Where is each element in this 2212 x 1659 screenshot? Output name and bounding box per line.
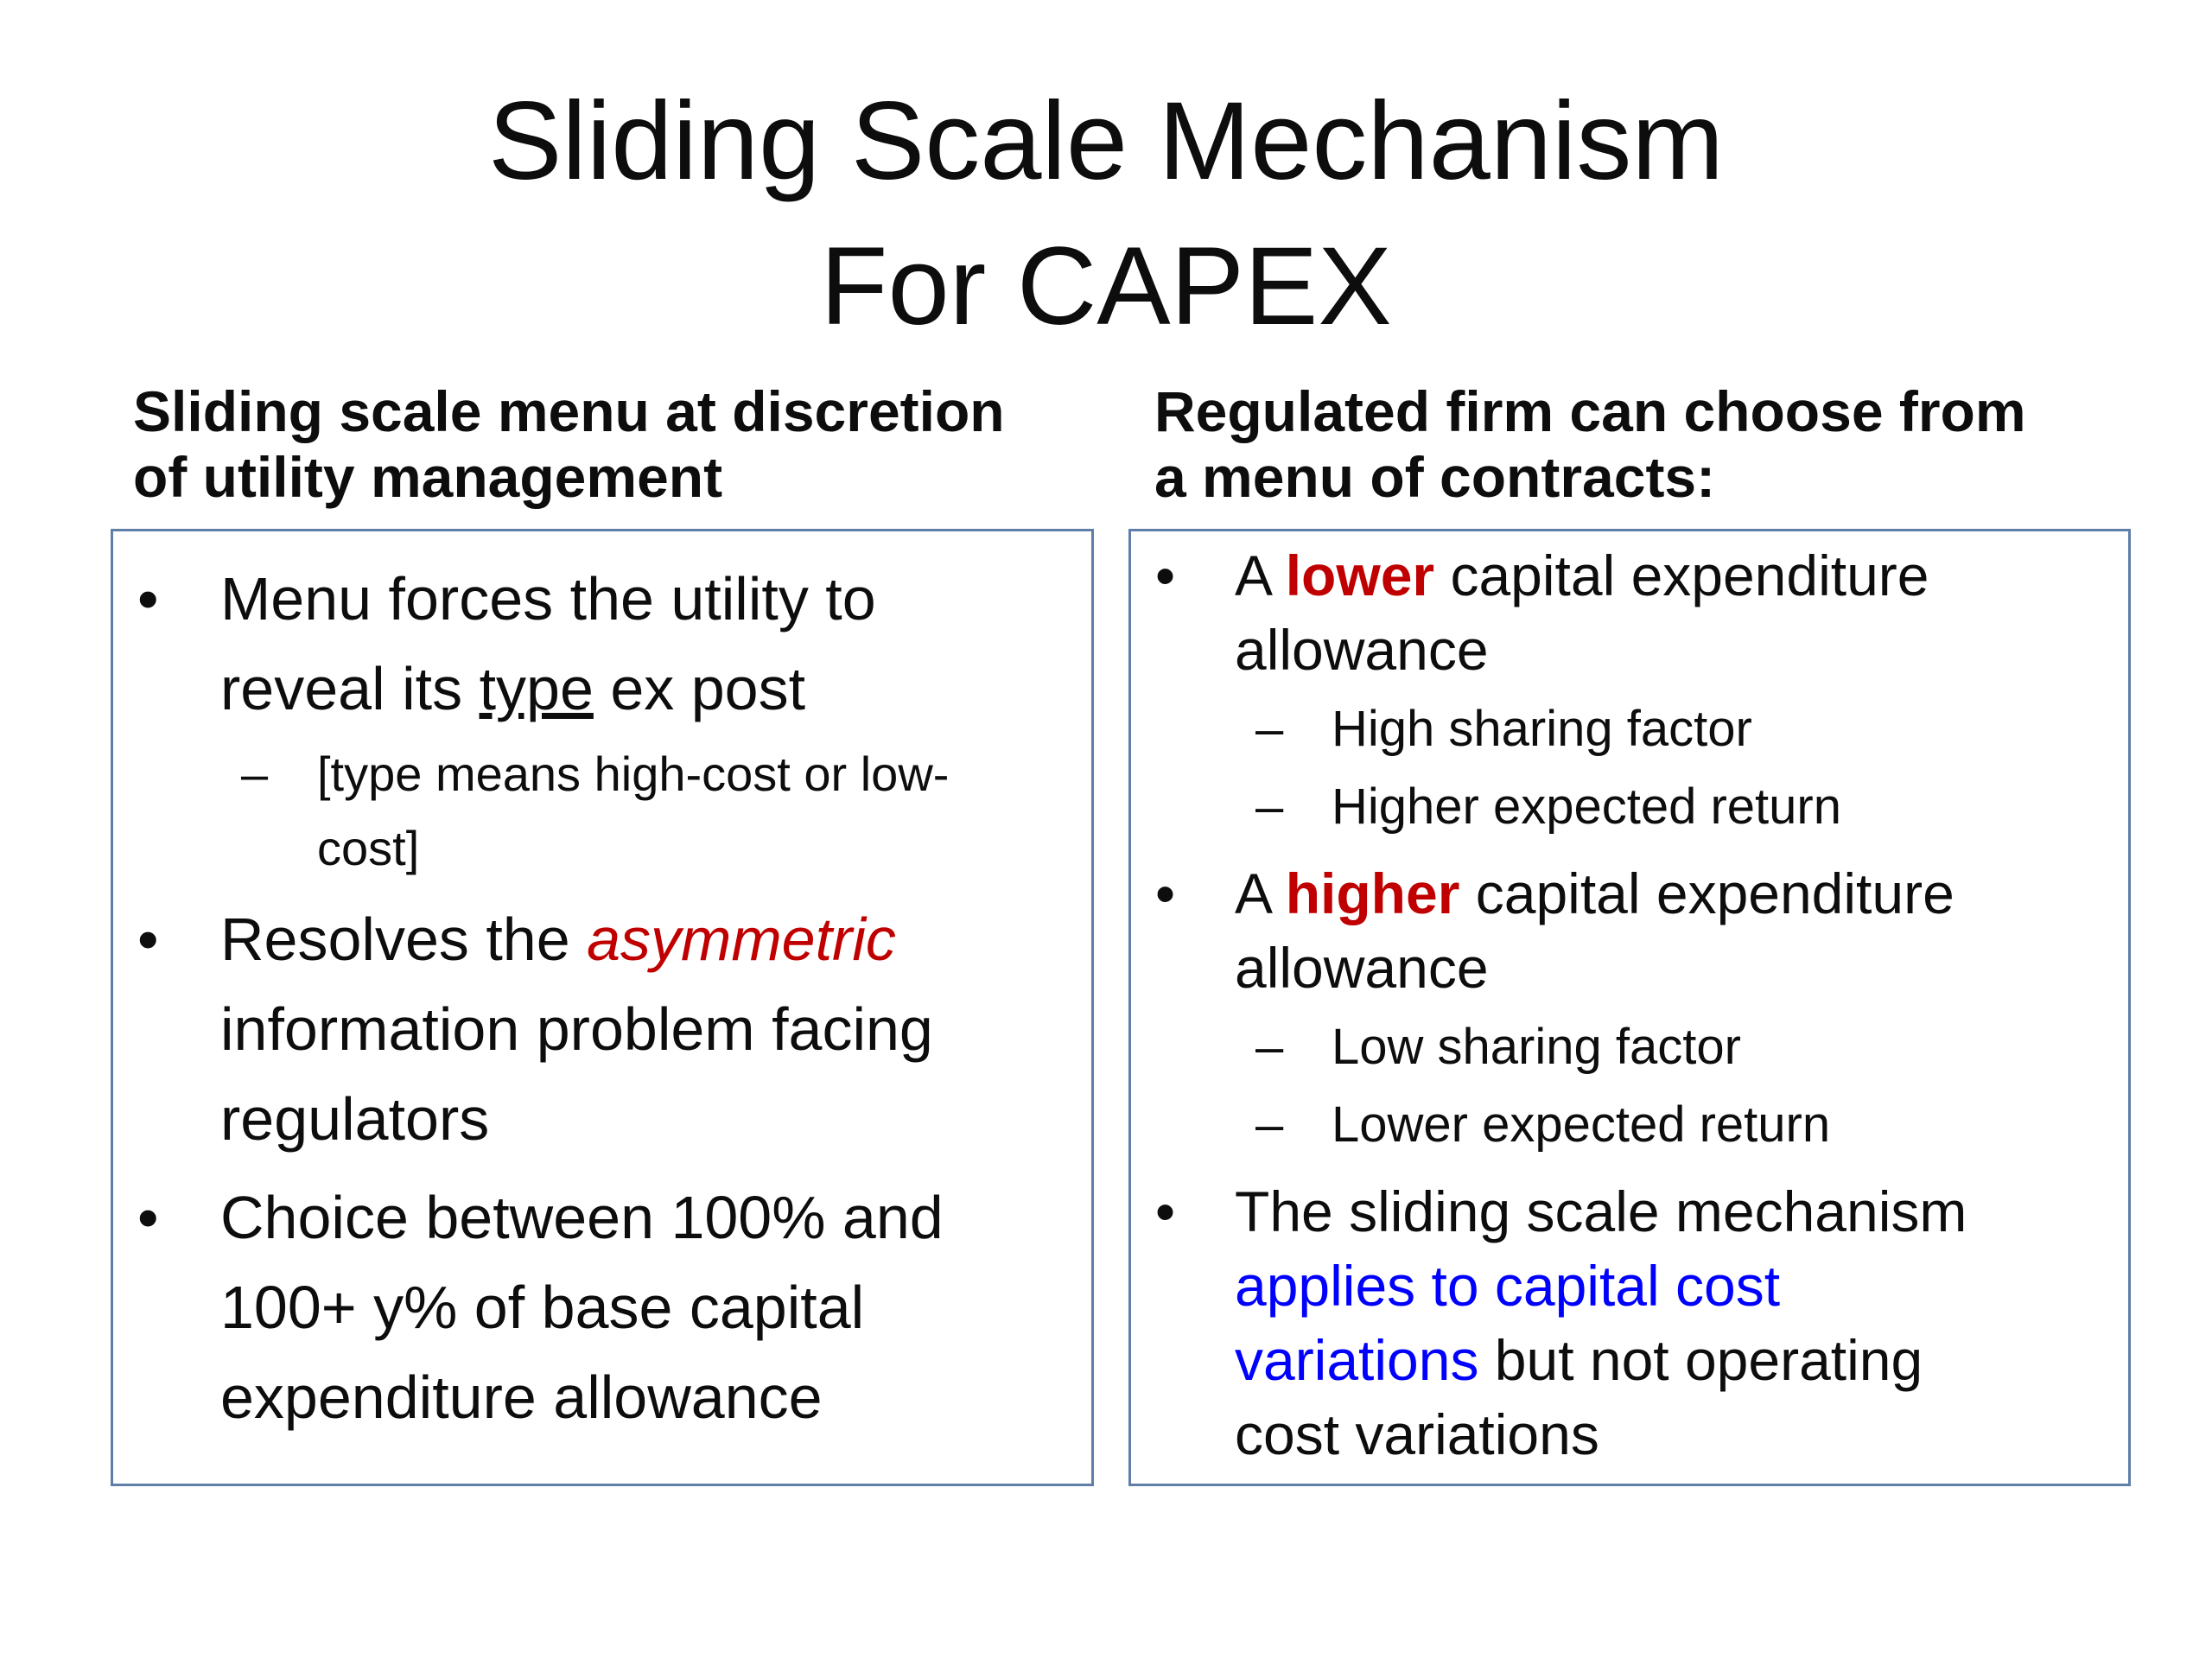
right-bullet-2-line1 — [1235, 856, 2102, 931]
sub-bullet-dash: – — [1255, 779, 1284, 835]
left-heading-line2: of utility management — [133, 445, 723, 509]
right-bullet-1-line1 — [1235, 538, 2102, 613]
left-bullet-1-line2 — [220, 644, 1065, 734]
right-heading-line1: Regulated firm can choose from — [1154, 379, 2026, 443]
emphasis-asymmetric: asymmetric — [587, 906, 896, 973]
left-heading-line1: Sliding scale menu at discretion — [133, 379, 1005, 443]
left-bullet-2-line2: information problem facing — [220, 995, 933, 1063]
right-heading-line2: a menu of contracts: — [1154, 445, 1716, 509]
right-sub-bullet-2b-text: Lower expected return — [1332, 1096, 1831, 1153]
sub-bullet-dash: – — [241, 747, 269, 801]
right-bullet-3-tail: but not operating — [1478, 1328, 1923, 1392]
right-bullet-3-blue-line1: applies to capital cost — [1235, 1254, 1781, 1318]
left-bullet-3-line3: expenditure allowance — [220, 1363, 823, 1431]
left-bullet-1 — [113, 554, 1065, 886]
right-bullet-1 — [1131, 538, 2102, 846]
left-sub-bullet-1-line1: [type means high-cost or low- — [317, 747, 950, 801]
left-bullet-list — [113, 531, 1091, 1442]
left-bullet-2 — [113, 894, 1065, 1164]
left-bullet-2-text: Resolves the — [220, 906, 588, 973]
right-bullet-3-line3 — [1235, 1323, 2102, 1397]
right-sub-bullet-2b — [1235, 1086, 2102, 1164]
right-bullet-2-line2: allowance — [1235, 936, 1489, 1000]
bullet-dot: • — [137, 906, 159, 973]
left-bullet-3 — [113, 1173, 1065, 1442]
right-column-heading — [1154, 378, 2122, 510]
bullet-dot: • — [1155, 861, 1176, 925]
underlined-term-type: type — [479, 655, 594, 722]
right-bullet-2-prefix: A — [1235, 861, 1286, 925]
right-bullet-1-sublist — [1235, 690, 2102, 846]
bullet-dot: • — [137, 1184, 159, 1251]
slide-title-line1: Sliding Scale Mechanism — [488, 79, 1724, 203]
left-bullet-1-sublist — [220, 737, 1065, 886]
slide-title — [0, 69, 2212, 359]
right-bullet-1-prefix: A — [1235, 543, 1286, 607]
right-sub-bullet-2a-text: Low sharing factor — [1332, 1019, 1741, 1075]
left-bullet-3-line2: 100+ y% of base capital — [220, 1274, 865, 1341]
right-sub-bullet-1a — [1235, 690, 2102, 768]
bullet-dot: • — [137, 565, 159, 632]
right-bullet-3-line4: cost variations — [1235, 1402, 1599, 1466]
right-sub-bullet-1b — [1235, 768, 2102, 846]
right-bullet-2-text: capital expenditure — [1459, 861, 1955, 925]
right-bullet-3-blue-line2: variations — [1235, 1328, 1479, 1392]
left-bullet-2-line1 — [220, 894, 1065, 984]
right-sub-bullet-1b-text: Higher expected return — [1332, 779, 1841, 835]
left-bullet-2-line3: regulators — [220, 1085, 490, 1153]
sub-bullet-dash: – — [1255, 701, 1284, 757]
right-sub-bullet-2a — [1235, 1008, 2102, 1086]
right-content-box — [1128, 529, 2131, 1486]
right-bullet-2 — [1131, 856, 2102, 1164]
slide-title-line2: For CAPEX — [820, 225, 1392, 348]
right-bullet-3-line1: The sliding scale mechanism — [1235, 1179, 1967, 1243]
left-content-box — [111, 529, 1094, 1486]
bullet-dot: • — [1155, 1179, 1176, 1243]
right-bullet-1-line2: allowance — [1235, 618, 1489, 682]
left-bullet-1-text: reveal its — [220, 655, 480, 722]
emphasis-higher: higher — [1285, 861, 1460, 925]
left-sub-bullet-1 — [220, 737, 1065, 886]
left-bullet-1-line1: Menu forces the utility to — [220, 565, 876, 632]
right-sub-bullet-1a-text: High sharing factor — [1332, 701, 1752, 757]
right-bullet-1-text: capital expenditure — [1434, 543, 1929, 607]
emphasis-lower: lower — [1285, 543, 1435, 607]
left-bullet-3-line1: Choice between 100% and — [220, 1184, 944, 1251]
left-bullet-1-tail: ex post — [593, 655, 806, 722]
right-bullet-list — [1131, 531, 2128, 1471]
right-bullet-2-sublist — [1235, 1008, 2102, 1164]
bullet-dot: • — [1155, 543, 1176, 607]
left-sub-bullet-1-line2: cost] — [317, 821, 420, 875]
right-bullet-3 — [1131, 1174, 2102, 1471]
sub-bullet-dash: – — [1255, 1019, 1284, 1075]
left-column-heading — [133, 378, 1084, 510]
sub-bullet-dash: – — [1255, 1096, 1284, 1153]
